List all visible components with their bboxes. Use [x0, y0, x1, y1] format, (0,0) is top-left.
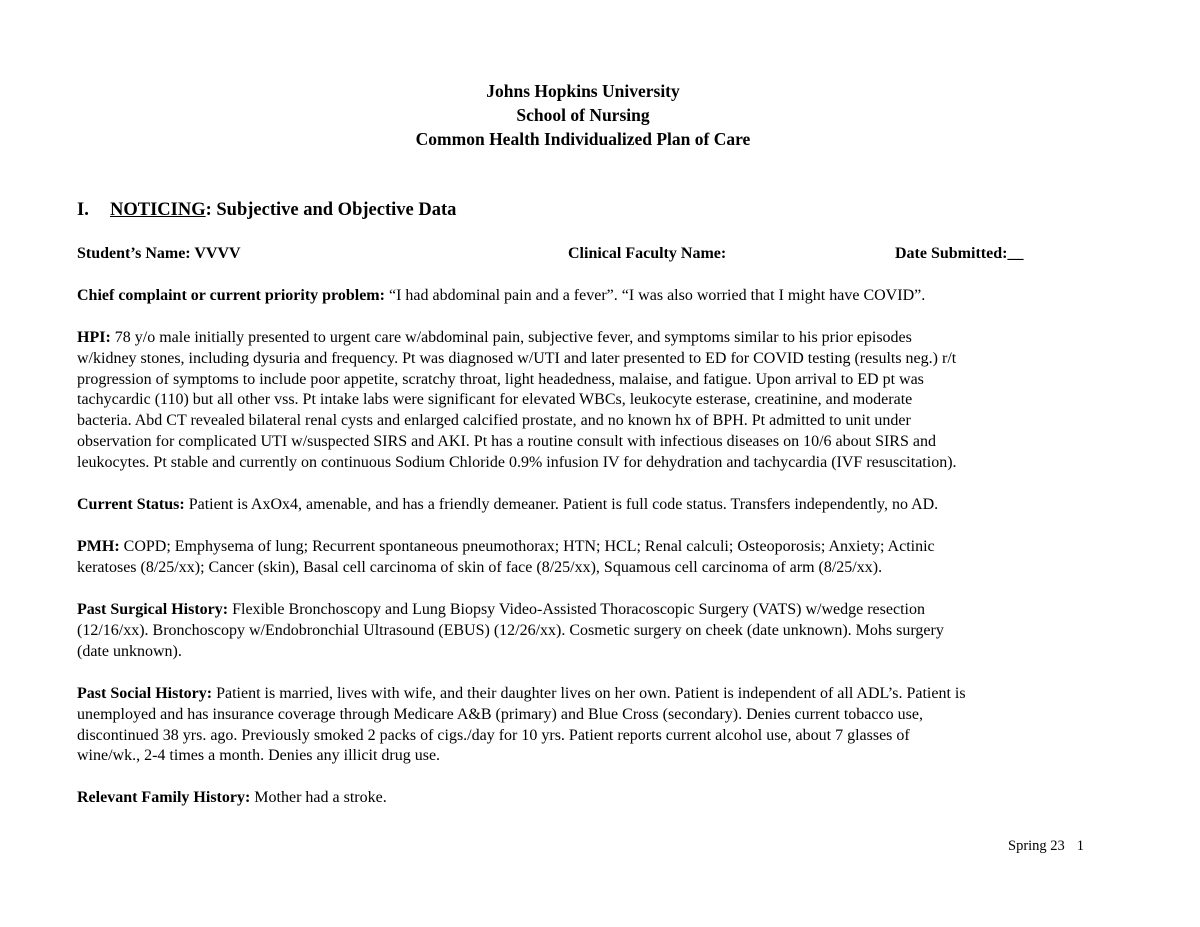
pmh-paragraph [77, 537, 1093, 579]
social-history-line: Patient is married, lives with wife, and their daughter lives on her own. Patient is independent of all ADL’s. Patient is [212, 685, 966, 702]
hpi-line: tachycardic (110) but all other vss. Pt intake labs were significant for elevated WBCs, leukocyte esterase, creatinine, and moderate [77, 391, 913, 409]
current-status-label: Current Status: [77, 496, 185, 513]
hpi-label: HPI: [77, 329, 111, 346]
social-history-line: unemployed and has insurance coverage through Medicare A&B (primary) and Blue Cross (secondary). Denies current tobacco use, [77, 705, 923, 723]
hpi-line: w/kidney stones, including dysuria and frequency. Pt was diagnosed w/UTI and later presented to ED for COVID testing (results neg.) r/t [77, 349, 957, 367]
surgical-history-label: Past Surgical History: [77, 601, 229, 618]
surgical-history-line: (date unknown). [77, 642, 182, 660]
clinical-faculty-name: Clinical Faculty Name: [568, 245, 727, 262]
chief-complaint-text: “I had abdominal pain and a fever”. “I was also worried that I might have COVID”. [384, 287, 926, 304]
surgical-history-line: (12/16/xx). Bronchoscopy w/Endobronchial Ultrasound (EBUS) (12/26/xx). Cosmetic surgery on cheek (date unknown). Mohs surgery [77, 621, 944, 639]
surgical-history-line: Flexible Bronchoscopy and Lung Biopsy Video-Assisted Thoracoscopic Surgery (VATS) w/wedge resection [228, 601, 925, 618]
hpi-line: 78 y/o male initially presented to urgent care w/abdominal pain, subjective fever, and symptoms similar to his prior episodes [110, 329, 912, 346]
document-title: Common Health Individualized Plan of Care [415, 129, 751, 149]
current-status [77, 495, 1093, 516]
chief-complaint-label: Chief complaint or current priority problem: [77, 287, 385, 304]
family-history [77, 788, 1093, 809]
university-name: Johns Hopkins University [486, 81, 680, 101]
document-header [0, 79, 1166, 151]
school-name: School of Nursing [516, 105, 650, 125]
family-history-label: Relevant Family History: [77, 789, 251, 806]
pmh-line: COPD; Emphysema of lung; Recurrent spontaneous pneumothorax; HTN; HCL; Renal calculi; Osteoporosis; Anxiety; Actinic [119, 538, 935, 555]
hpi-line: observation for complicated UTI w/suspected SIRS and AKI. Pt has a routine consult with infectious diseases on 10/6 about SIRS and [77, 432, 936, 450]
pmh-line: keratoses (8/25/xx); Cancer (skin), Basal cell carcinoma of skin of face (8/25/xx), Squamous cell carcinoma of arm (8/25/xx). [77, 558, 883, 576]
date-submitted: Date Submitted:__ [895, 245, 1024, 262]
hpi-paragraph [77, 328, 1093, 474]
current-status-text: Patient is AxOx4, amenable, and has a friendly demeaner. Patient is full code status. Transfers independently, no AD. [184, 496, 939, 513]
social-history-line: discontinued 38 yrs. ago. Previously smoked 2 packs of cigs./day for 10 yrs. Patient reports current alcohol use, about 7 glasses of [77, 726, 910, 744]
past-social-history [77, 684, 1093, 767]
page-footer [1008, 838, 1084, 855]
section-keyword: NOTICING [110, 200, 206, 220]
social-history-line: wine/wk., 2-4 times a month. Denies any illicit drug use. [77, 747, 441, 765]
page-number: 1 [1076, 838, 1085, 854]
family-history-text: Mother had a stroke. [250, 789, 387, 806]
hpi-line: bacteria. Abd CT revealed bilateral renal cysts and enlarged calcified prostate, and no known hx of BPH. Pt admitted to unit under [77, 412, 911, 430]
social-history-label: Past Social History: [77, 685, 213, 702]
student-name: Student’s Name: VVVV [77, 245, 241, 262]
hpi-line: leukocytes. Pt stable and currently on continuous Sodium Chloride 0.9% infusion IV for dehydration and tachycardia (IVF resuscitation). [77, 453, 957, 471]
hpi-line: progression of symptoms to include poor appetite, scratchy throat, light headedness, malaise, and fatigue. Upon arrival to ED pt was [77, 370, 924, 388]
footer-term: Spring 23 [1008, 838, 1065, 854]
section-subtitle: : Subjective and Objective Data [205, 200, 457, 220]
section-number: I. [77, 200, 89, 220]
pmh-label: PMH: [77, 538, 120, 555]
past-surgical-history [77, 600, 1093, 662]
chief-complaint [77, 286, 1093, 307]
section-heading [77, 200, 456, 221]
